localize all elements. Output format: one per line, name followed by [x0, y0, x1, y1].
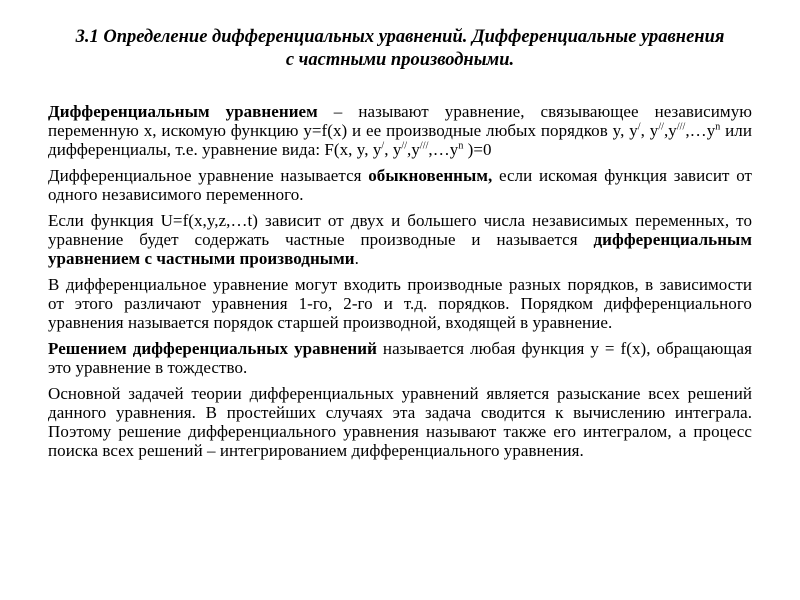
text: – называют уравнение, связывающее независимую переменную x, искомую функцию y=f(x) и ее производные любых порядков y, y [48, 102, 752, 140]
text: . [354, 249, 359, 268]
text: , y [640, 121, 659, 140]
paragraph-main-task [48, 384, 752, 460]
prime-mark: / [637, 121, 641, 133]
text: если искомая функция зависит от одного независимого переменного. [48, 166, 753, 204]
text: В дифференциальное уравнение могут входить производные разных порядков, в зависимости от этого различают уравнения 1-го, 2-го и т.д. порядков. Порядком дифференциального уравнения называется порядок старшей производной, входящей в уравнение. [48, 275, 752, 332]
text: ,…y [685, 121, 716, 140]
paragraph-ordinary [48, 166, 752, 204]
superscript-n: n [458, 140, 464, 152]
term-ordinary: обыкновенным, [368, 166, 493, 185]
term-solution: Решением дифференциальных уравнений [48, 339, 377, 358]
prime-mark: // [401, 140, 408, 152]
text: называется любая функция y = f(x), обращающая это уравнение в тождество. [48, 339, 752, 377]
text: Основной задачей теории дифференциальных уравнений является разыскание всех решений данного уравнения. В простейших случаях эта задача сводится к вычислению интеграла. Поэтому решение дифференциального уравнения называют также его интегралом, а процесс поиска всех решений – интегрированием дифференциального уравнения. [48, 384, 752, 460]
paragraph-definition [48, 102, 752, 159]
text: Если функция U=f(x,y,z,…t) зависит от двух и большего числа независимых переменных, то уравнение будет содержать частные производные и называется [48, 211, 752, 249]
text: ,y [407, 140, 420, 159]
prime-mark: /// [419, 140, 429, 152]
section-title [48, 26, 752, 72]
section-title-line1: 3.1 Определение дифференциальных уравнений. Дифференциальные уравнения [75, 27, 725, 47]
paragraph-solution [48, 339, 752, 377]
paragraph-partial [48, 211, 752, 268]
text: ,y [663, 121, 677, 140]
superscript-n: n [715, 121, 721, 133]
text: или дифференциалы, т.е. уравнение вида: F(x, y, y [48, 121, 752, 159]
prime-mark: /// [676, 121, 686, 133]
text: Дифференциальное уравнение называется [48, 166, 369, 185]
text: )=0 [463, 140, 492, 159]
term-partial-differential-equation: дифференциальным уравнением с частными производными [48, 230, 752, 268]
paragraph-order [48, 275, 752, 332]
prime-mark: // [658, 121, 664, 133]
text: ,…y [428, 140, 459, 159]
section-title-line2: с частными производными. [285, 50, 515, 70]
term-differential-equation: Дифференциальным уравнением [48, 102, 318, 121]
text: , y [384, 140, 402, 159]
prime-mark: / [381, 140, 385, 152]
